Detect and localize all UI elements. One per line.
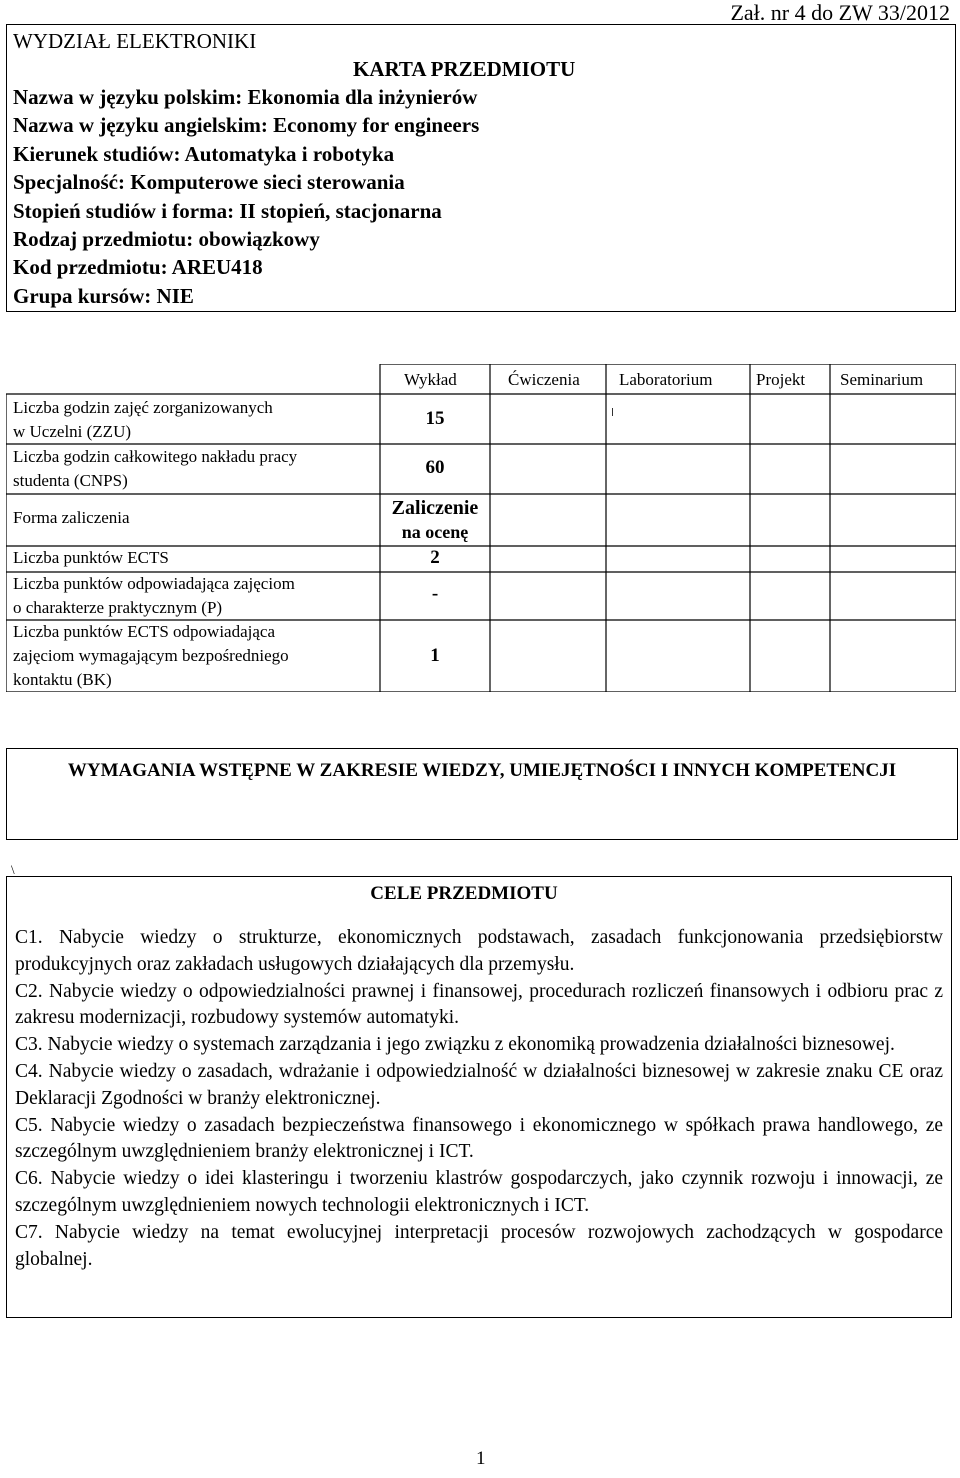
goal-text: Nabycie wiedzy o odpowiedzialności prawnej i finansowej, procedurach rozliczeń finansowych i odbioru prac z zakresu modernizacji, rozbudowy systemów automatyki.: [15, 980, 943, 1029]
course-goals-title: CELE PRZEDMIOTU: [370, 883, 558, 904]
row-practical-label-line2: o charakterze praktycznym (P): [13, 598, 223, 617]
study-level-form: Stopień studiów i forma: II stopień, stacjonarna: [13, 198, 442, 223]
prerequisites-title: WYMAGANIA WSTĘPNE W ZAKRESIE WIEDZY, UMIEJĘTNOŚCI I INNYCH KOMPETENCJI: [67, 760, 897, 781]
goal-text: Nabycie wiedzy na temat ewolucyjnej interpretacji procesów rozwojowych zachodzących w gospodarce globalnej.: [15, 1221, 944, 1270]
goal-id: C4.: [15, 1060, 43, 1082]
goal-item: [15, 1032, 943, 1059]
course-goals-box: [6, 876, 952, 1318]
row-cnps-label: [13, 445, 297, 493]
course-group: Grupa kursów: NIE: [13, 283, 194, 308]
prerequisites-box: [6, 748, 958, 840]
row-bk-label-line3: kontaktu (BK): [13, 670, 112, 689]
goal-text: Nabycie wiedzy o zasadach bezpieczeństwa finansowego i ekonomicznego w spółkach prawa handlowego, ze szczególnym uwzględnieniem branży elektronicznej i ICT.: [15, 1114, 944, 1163]
card-title: KARTA PRZEDMIOTU: [353, 57, 576, 81]
goal-item: [15, 1059, 943, 1113]
course-code: Kod przedmiotu: AREU418: [13, 255, 263, 280]
row-practical-label: [13, 572, 295, 620]
col-exercises: Ćwiczenia: [508, 370, 580, 389]
row-practical-label-line1: Liczba punktów odpowiadająca zajęciom: [13, 574, 295, 593]
row-ects-value: 2: [430, 547, 440, 568]
row-practical-value: -: [431, 583, 439, 604]
goal-text: Nabycie wiedzy o idei klasteringu i tworzeniu klastrów gospodarczych, jako czynnik rozwoju i innowacji, ze szczególnym uwzględnieniem nowych technologii elektronicznych i ICT.: [15, 1168, 943, 1216]
course-name-pl: Nazwa w języku polskim: Ekonomia dla inżynierów: [13, 85, 478, 109]
specialization: Specjalność: Komputerowe sieci sterowania: [13, 170, 405, 195]
goal-text: Nabycie wiedzy o systemach zarządzania i jego związku z ekonomiką prowadzenia działalności biznesowej.: [47, 1034, 895, 1056]
goal-item: [15, 1113, 943, 1167]
row-zzu-value: 15: [425, 408, 445, 429]
goal-id: C3.: [15, 1034, 43, 1056]
faculty-name: WYDZIAŁ ELEKTRONIKI: [13, 29, 257, 53]
goal-id: C7.: [15, 1221, 43, 1243]
row-assessment-label: Forma zaliczenia: [13, 508, 130, 527]
row-bk-label-line1: Liczba punktów ECTS odpowiadająca: [13, 622, 276, 641]
stray-mark: \: [11, 862, 15, 877]
goal-item: [15, 1166, 943, 1220]
row-zzu-label-line2: w Uczelni (ZZU): [13, 422, 132, 441]
goal-item: [15, 925, 943, 979]
assessment-line2: na ocenę: [401, 522, 469, 542]
course-type: Rodzaj przedmiotu: obowiązkowy: [13, 227, 320, 252]
row-ects-label: Liczba punktów ECTS: [13, 548, 169, 567]
goal-item: [15, 979, 943, 1033]
row-bk-label-line2: zajęciom wymagającym bezpośredniego: [13, 646, 289, 665]
goal-text: Nabycie wiedzy o strukturze, ekonomicznych podstawach, zasadach funkcjonowania przedsiębiorstw produkcyjnych oraz zakładach usługowych działających dla przemysłu.: [15, 927, 943, 975]
course-name-en: Nazwa w języku angielskim: Economy for engineers: [13, 113, 480, 138]
attachment-reference: Zał. nr 4 do ZW 33/2012: [730, 0, 950, 25]
row-cnps-label-line1: Liczba godzin całkowitego nakładu pracy: [13, 447, 298, 466]
goal-id: C6.: [15, 1168, 43, 1190]
col-seminar: Seminarium: [840, 370, 924, 389]
goal-item: [15, 1220, 943, 1274]
row-cnps-value: 60: [425, 457, 445, 478]
row-bk-label: [13, 620, 289, 692]
field-of-study: Kierunek studiów: Automatyka i robotyka: [13, 141, 395, 166]
course-header-box: [6, 24, 956, 312]
col-laboratory: Laboratorium: [619, 370, 713, 389]
row-cnps-label-line2: studenta (CNPS): [13, 471, 128, 490]
row-zzu-label: [13, 396, 273, 444]
goal-text: Nabycie wiedzy o zasadach, wdrażanie i odpowiedzialność w działalności biznesowej w zakresie znaku CE oraz Deklaracji Zgodności w branży elektronicznej.: [15, 1060, 944, 1109]
assessment-line1: Zaliczenie: [391, 497, 479, 519]
goal-id: C1.: [15, 927, 43, 948]
course-info: [13, 83, 479, 310]
goal-id: C2.: [15, 980, 43, 1002]
col-lecture: Wykład: [404, 370, 457, 389]
goal-id: C5.: [15, 1114, 43, 1136]
row-assessment-value: [380, 496, 490, 544]
page-number: 1: [476, 1448, 486, 1469]
hours-table: [6, 364, 956, 692]
row-bk-value: 1: [430, 645, 440, 666]
row-zzu-label-line1: Liczba godzin zajęć zorganizowanych: [13, 398, 273, 417]
col-project: Projekt: [756, 370, 806, 389]
